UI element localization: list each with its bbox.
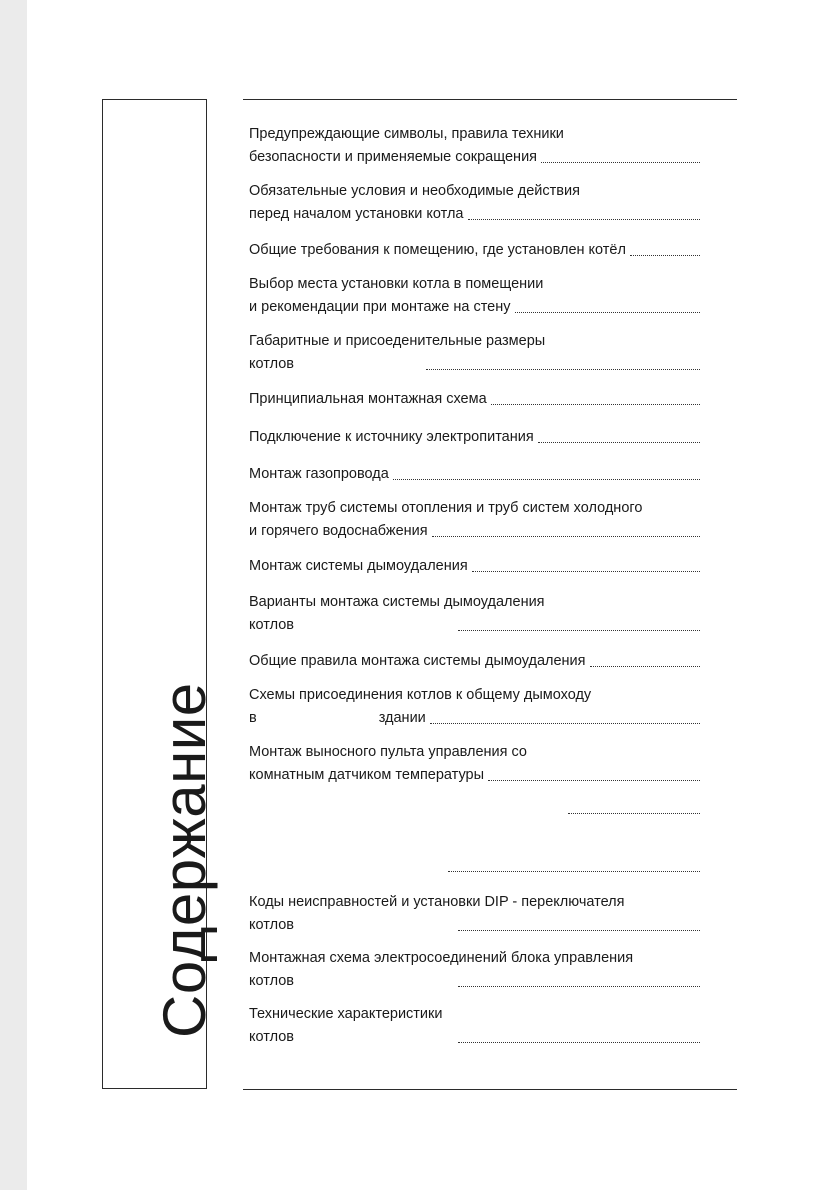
toc-entry-text: Монтаж газопровода	[249, 466, 389, 482]
toc-entry-text: и горячего водоснабжения	[249, 523, 428, 539]
toc-entry-text: Монтаж системы дымоудаления	[249, 558, 468, 574]
toc-entry-flue-system[interactable]	[249, 555, 700, 578]
dot-leader	[538, 442, 700, 443]
dot-leader	[432, 536, 700, 537]
toc-entry-text: Варианты монтажа системы дымоудаления	[249, 594, 545, 610]
dot-leader	[488, 780, 700, 781]
side-title-box	[102, 99, 218, 1089]
toc-entry-wiring-diagram[interactable]	[249, 947, 700, 993]
toc-entry-text: Подключение к источнику электропитания	[249, 429, 534, 445]
toc-entry-flue-variants[interactable]	[249, 591, 700, 637]
toc-entry-text: Коды неисправностей и установки DIP - переключателя	[249, 894, 625, 910]
dot-leader	[430, 723, 700, 724]
toc-entry-text: и рекомендации при монтаже на стену	[249, 299, 511, 315]
toc-entry-text: Выбор места установки котла в помещении	[249, 276, 544, 292]
toc-entry-flue-rules[interactable]	[249, 650, 700, 673]
toc-entry-text: безопасности и применяемые сокращения	[249, 149, 538, 165]
table-of-contents	[249, 0, 700, 1190]
dot-leader	[458, 986, 700, 987]
toc-entry-dimensions[interactable]	[249, 330, 700, 376]
toc-entry-safety-symbols[interactable]	[249, 123, 700, 169]
page-left-margin	[0, 0, 27, 1190]
dot-leader	[426, 369, 700, 370]
toc-entry-placement[interactable]	[249, 273, 700, 319]
toc-entry-text: Общие правила монтажа системы дымоудаления	[249, 653, 586, 669]
toc-entry-room-requirements[interactable]	[249, 239, 700, 262]
dot-leader	[472, 571, 700, 572]
toc-entry-common-chimney[interactable]	[249, 684, 700, 730]
toc-entry-installation-diagram[interactable]	[249, 388, 700, 411]
side-title: Содержание	[150, 682, 218, 1038]
toc-entry-text: Схемы присоединения котлов к общему дымоходу	[249, 687, 592, 703]
toc-entry-text: котлов	[249, 917, 294, 933]
toc-entry-text: Монтаж выносного пульта управления со	[249, 744, 527, 760]
toc-entry-text: Технические характеристики	[249, 1006, 443, 1022]
dot-leader	[458, 930, 700, 931]
toc-entry-preconditions[interactable]	[249, 180, 700, 226]
dot-leader	[468, 219, 701, 220]
toc-entry-text: котлов	[249, 1029, 294, 1045]
toc-entry-text: перед началом установки котла	[249, 206, 464, 222]
toc-entry-text: Габаритные и присоеденительные размеры	[249, 333, 546, 349]
toc-entry-text: котлов	[249, 973, 294, 989]
dot-leader	[458, 630, 700, 631]
dot-leader	[491, 404, 700, 405]
toc-entry-text: Принципиальная монтажная схема	[249, 391, 487, 407]
toc-entry-text: Монтажная схема электросоединений блока управления	[249, 950, 634, 966]
dot-leader	[458, 1042, 700, 1043]
toc-entry-text: комнатным датчиком температуры	[249, 767, 485, 783]
toc-entry-power-supply[interactable]	[249, 426, 700, 449]
toc-entry-text: котлов	[249, 356, 294, 372]
toc-entry-remote-control[interactable]	[249, 741, 700, 787]
toc-entry-text: в	[249, 710, 257, 726]
toc-entry-text: котлов	[249, 617, 294, 633]
dot-leader	[541, 162, 700, 163]
toc-entry-error-codes[interactable]	[249, 891, 700, 937]
toc-entry-text: Монтаж труб системы отопления и труб систем холодного	[249, 500, 643, 516]
dot-leader	[568, 813, 700, 814]
toc-entry-text: Общие требования к помещению, где установлен котёл	[249, 242, 626, 258]
toc-entry-text: здании	[378, 710, 426, 726]
dot-leader	[630, 255, 700, 256]
dot-leader	[590, 666, 700, 667]
toc-entry-text: Обязательные условия и необходимые действия	[249, 183, 580, 199]
toc-entry-specifications[interactable]	[249, 1003, 700, 1049]
toc-entry-gas-pipe[interactable]	[249, 463, 700, 486]
toc-entry-heating-pipes[interactable]	[249, 497, 700, 543]
toc-entry-text: Предупреждающие символы, правила техники	[249, 126, 564, 142]
dot-leader	[393, 479, 700, 480]
dot-leader	[515, 312, 701, 313]
dot-leader	[448, 871, 700, 872]
